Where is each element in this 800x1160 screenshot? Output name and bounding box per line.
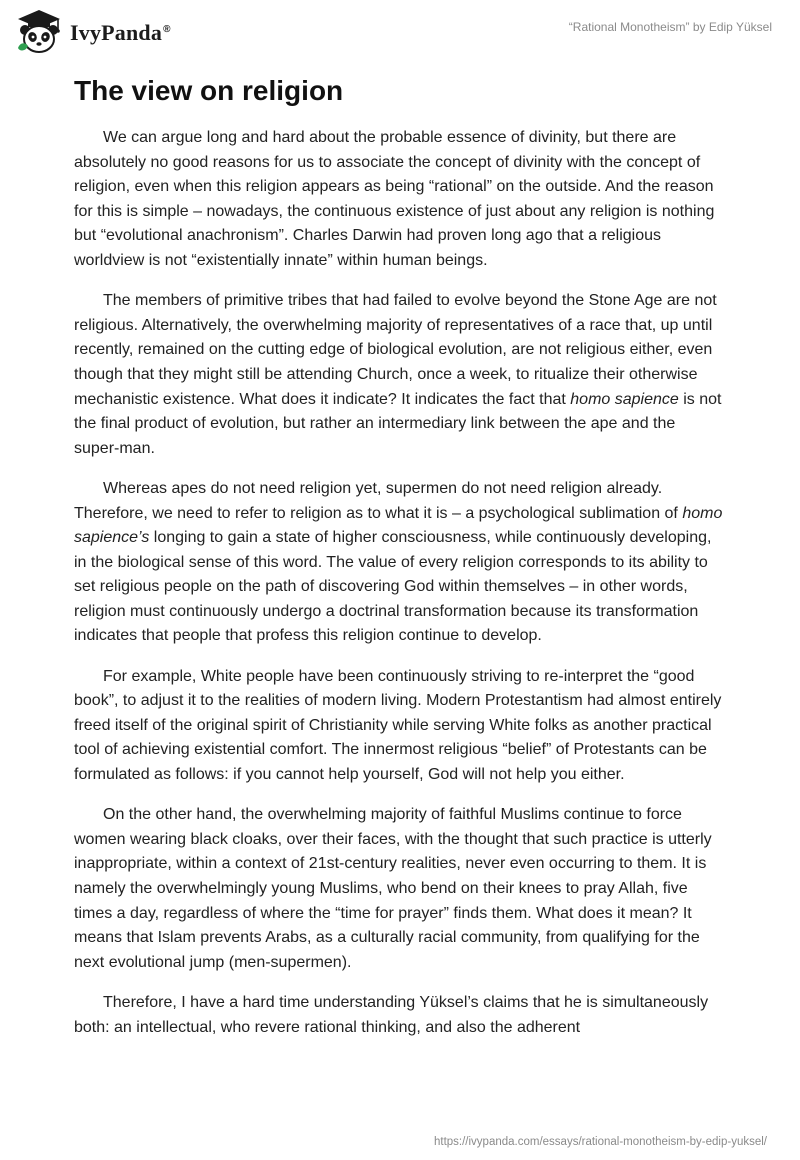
paragraph-4: For example, White people have been continuously striving to re-interpret the “good book”, to adjust it to the realities of modern living. Modern Protestantism had almost entirely freed itself of the original spirit of Christianity while serving White folks as another practical tool of achieving existential comfort. The innermost religious “belief” of Protestants can be formulated as follows: if you cannot help yourself, God will not help you either. — [74, 667, 722, 784]
ivypanda-logo[interactable] — [14, 8, 171, 56]
paragraph-2-text-b: is not the final product of evolution, but rather an intermediary link between the ape and the super-man. — [74, 390, 722, 457]
page-header — [14, 8, 772, 64]
paragraph-3-text-a: Whereas apes do not need religion yet, supermen do not need religion already. Therefore, we need to refer to religion as to what it is – a psychological sublimation of — [74, 479, 683, 522]
brand-text: IvyPanda — [70, 20, 163, 45]
paragraph-2-text-a: The members of primitive tribes that had failed to evolve beyond the Stone Age are not religious. Alternatively, the overwhelming majority of representatives of a race that, up until recently, remained on the cutting edge of biological evolution, are not religious either, even though that they might still be attending Church, once a week, to ritualize their otherwise mechanistic existence. What does it indicate? It indicates the fact that — [74, 292, 717, 408]
paragraph-3-text-b: longing to gain a state of higher consciousness, while continuously developing, in the biological sense of this word. The value of every religion corresponds to its ability to set religious people on the path of discovering God within themselves – in other words, religion must continuously undergo a doctrinal transformation because its transformation indicates that people that profess this religion continue to develop. — [74, 529, 712, 645]
article-body — [74, 72, 724, 1056]
panda-graduation-icon — [14, 8, 64, 56]
paragraph-5: On the other hand, the overwhelming majority of faithful Muslims continue to force women wearing black cloaks, over their faces, with the thought that such practice is utterly inappropriate, within a context of 21st-century realities, never even occurring to them. It is namely the overwhelmingly young Muslims, who bend on their knees to pray Allah, five times a day, regardless of where the “time for prayer” finds them. What does it mean? It means that Islam prevents Arabs, as a culturally racial community, from qualifying for the next evolutional jump (men-supermen). — [74, 806, 712, 971]
paragraph-1: We can argue long and hard about the probable essence of divinity, but there are absolutely no good reasons for us to associate the concept of divinity with the concept of religion, even when this religion appears as being “rational” on the outside. And the reason for this is simple – nowadays, the continuous existence of just about any religion is nothing but “evolutional anachronism”. Charles Darwin had proven long ago that a religious worldview is not “existentially innate” within human beings. — [74, 129, 715, 269]
paragraph-2-emphasis: homo sapience — [570, 390, 679, 408]
document-source: “Rational Monotheism” by Edip Yüksel — [568, 20, 772, 34]
paragraph-3-emphasis: homo sapience’s — [74, 504, 723, 547]
registered-mark: ® — [163, 23, 171, 35]
page-title: The view on religion — [74, 75, 344, 106]
brand-name — [70, 20, 171, 46]
paragraph-2 — [74, 289, 724, 461]
paragraph-6: Therefore, I have a hard time understanding Yüksel’s claims that he is simultaneously both: an intellectual, who revere rational thinking, and also the adherent — [74, 993, 709, 1036]
paragraph-3 — [74, 477, 724, 649]
footer-url-link[interactable]: https://ivypanda.com/essays/rational-monotheism-by-edip-yuksel/ — [433, 1136, 767, 1148]
